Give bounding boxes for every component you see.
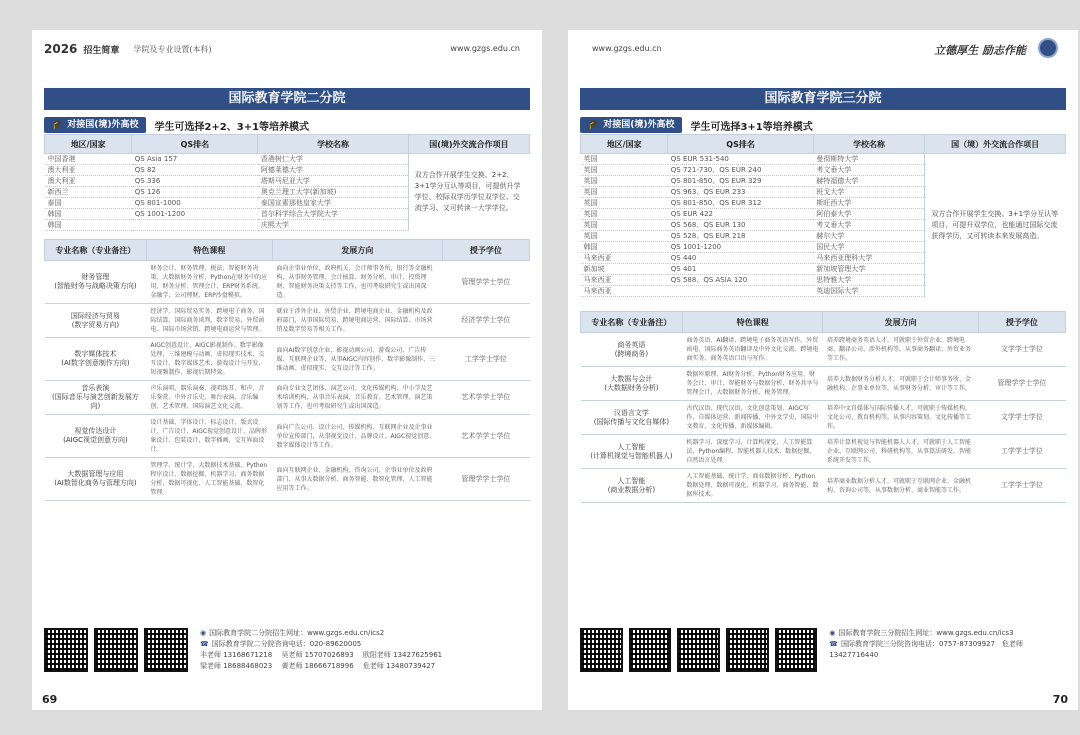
major-name: 国际经济与贸易 bbox=[70, 311, 120, 320]
direction-cell: 就业于涉外企业、外贸企业、跨境电商企业、金融机构及政府部门，从事国际贸易、跨境电商运营、国际结算、市场营销及数字贸易等相关工作。 bbox=[272, 304, 442, 338]
left-page bbox=[32, 30, 542, 710]
college-title: 国际教育学院二分院 bbox=[44, 88, 530, 110]
major-note: (跨境商务) bbox=[614, 349, 649, 358]
degree-cell: 艺术学学士学位 bbox=[442, 381, 529, 415]
region-cell: 英国 bbox=[581, 154, 668, 165]
school-cell: 思特雅大学 bbox=[813, 275, 925, 286]
year: 2026 bbox=[44, 42, 78, 56]
partner-table bbox=[44, 134, 530, 231]
course-cell: 商务英语、AI翻译、跨境电子商务英语写作、外贸函电、国际商务英语翻译及中外文化交流、跨境电商实务、商务英语口语与写作。 bbox=[682, 333, 823, 367]
page-number: 69 bbox=[42, 693, 58, 706]
major-row bbox=[581, 435, 1066, 469]
degree-cell: 工学学士学位 bbox=[442, 338, 529, 381]
school-cell: 班戈大学 bbox=[813, 187, 925, 198]
major-name-cell bbox=[581, 469, 683, 503]
region-cell: 韩国 bbox=[581, 242, 668, 253]
school-logo-icon bbox=[1038, 38, 1058, 58]
col-degree: 授予学位 bbox=[442, 240, 529, 261]
degree-cell: 管理学学士学位 bbox=[442, 458, 529, 501]
major-note: (商业数据分析) bbox=[607, 485, 656, 494]
major-name: 大数据与会计 bbox=[610, 374, 653, 383]
school-cell: 曼彻斯特大学 bbox=[813, 154, 925, 165]
major-name-cell bbox=[581, 435, 683, 469]
school-cell: 斯旺西大学 bbox=[813, 198, 925, 209]
course-cell: 古代汉语、现代汉语、文化创意策划、AIGC写作、自媒体运营、新闻传播、中外文学史、国际中文教育、文化传播、新媒体编辑。 bbox=[682, 401, 823, 435]
contact-web[interactable]: 国际教育学院二分院招生网址：www.gzgs.edu.cn/ics2 bbox=[209, 629, 385, 637]
project-note: 双方合作开展学生交换、3+1学分互认等项目，可提升双学位，也能通过国际交流获得学历，又可转读本来发展高造。 bbox=[925, 154, 1066, 297]
school-cell: 塔斯马尼亚大学 bbox=[258, 176, 408, 187]
direction-cell: 面向AI数字创意企业、影视动画公司、游戏公司、广告传媒、互联网企业等，从事AIGC内容创作、数字影像制作、三维动画、虚拟现实、交互设计等工作。 bbox=[272, 338, 442, 381]
major-name-cell bbox=[45, 458, 147, 501]
qs-rank-cell: QS 440 bbox=[668, 253, 814, 264]
qs-rank-cell: QS 588、QS ASIA 120 bbox=[668, 275, 814, 286]
partner-row bbox=[581, 154, 1066, 165]
region-cell: 泰国 bbox=[45, 198, 132, 209]
qs-rank-cell: QS 721-730、QS EUR 240 bbox=[668, 165, 814, 176]
project-note: 双方合作开展学生交换、2+2、3+1学分互认等项目，可提供升学学位、校际双学历学位双学位、交流学习、又可转读一大学学位。 bbox=[408, 154, 529, 231]
course-cell: 财务会计、财务管理、税法、智能财务决策、大数据财务分析、Python在财务中的应用、财务分析、管理会计、ERP财务系统、金融学、公司理财、ERP沙盘模拟。 bbox=[146, 261, 272, 304]
major-note: (AI数智化商务与管理方向) bbox=[54, 479, 137, 487]
course-cell: 数据库原理、AI财务分析、Python财务应用、财务会计、审计、智能财务与数据分析、财务共享与管理会计、大数据财务分析、税务管理。 bbox=[682, 367, 823, 401]
major-name: 人工智能 bbox=[617, 476, 646, 485]
col-region: 地区/国家 bbox=[45, 135, 132, 154]
school-cell: 英迪国际大学 bbox=[813, 286, 925, 297]
globe-icon: ◉ bbox=[200, 629, 207, 637]
school-cell: 赫尔大学 bbox=[813, 231, 925, 242]
qr-code[interactable] bbox=[94, 628, 138, 672]
region-cell: 马来西亚 bbox=[581, 286, 668, 297]
header-url[interactable]: www.gzgs.edu.cn bbox=[450, 44, 520, 53]
qs-rank-cell bbox=[132, 220, 258, 231]
direction-cell: 面向广告公司、设计公司、传媒机构、互联网企业及企事业单位宣传部门，从事视觉设计、品牌设计、AIGC视觉创意、数字媒体设计等工作。 bbox=[272, 415, 442, 458]
qr-code[interactable] bbox=[726, 628, 769, 672]
school-cell: 赫特福德大学 bbox=[813, 176, 925, 187]
region-cell: 英国 bbox=[581, 176, 668, 187]
major-name-cell bbox=[45, 261, 147, 304]
qs-rank-cell: QS 1001-1200 bbox=[668, 242, 814, 253]
major-note: (国际音乐与演艺创新发展方向) bbox=[52, 393, 139, 410]
qr-code[interactable] bbox=[629, 628, 672, 672]
region-cell: 英国 bbox=[581, 165, 668, 176]
region-cell: 澳大利亚 bbox=[45, 176, 132, 187]
major-note: (计算机视觉与智能机器人) bbox=[590, 451, 673, 460]
degree-cell: 管理学学士学位 bbox=[442, 261, 529, 304]
qr-code[interactable] bbox=[144, 628, 188, 672]
col-qs: QS排名 bbox=[132, 135, 258, 154]
school-slogan: 立德厚生 励志作能 bbox=[934, 44, 1026, 57]
contact-phone: 国际教育学院三分院咨询电话：0757-87309927 危老师 13427716440 bbox=[829, 640, 1023, 659]
region-cell: 澳大利亚 bbox=[45, 165, 132, 176]
qs-rank-cell: QS 801-1000 bbox=[132, 198, 258, 209]
direction-cell: 培养商业数据分析人才，可就职于互联网企业、金融机构、咨询公司等，从事数据分析、商业智能等工作。 bbox=[823, 469, 978, 503]
major-row bbox=[45, 261, 530, 304]
degree-cell: 工学学士学位 bbox=[978, 435, 1065, 469]
course-cell: 设计基础、字体设计、标志设计、版式设计、广告设计、AIGC视觉创意设计、品牌形象设计、包装设计、数字插画、交互界面设计。 bbox=[146, 415, 272, 458]
qs-rank-cell: QS 1001-1200 bbox=[132, 209, 258, 220]
major-name: 大数据管理与应用 bbox=[67, 470, 124, 478]
qr-code[interactable] bbox=[775, 628, 818, 672]
school-cell: 考文垂大学 bbox=[813, 165, 925, 176]
col-course: 特色课程 bbox=[146, 240, 272, 261]
school-cell: 阿德莱德大学 bbox=[258, 165, 408, 176]
major-row bbox=[45, 415, 530, 458]
qs-rank-cell: QS 801-850、QS EUR 329 bbox=[668, 176, 814, 187]
qs-rank-cell: QS 528、QS EUR 218 bbox=[668, 231, 814, 242]
qr-code[interactable] bbox=[677, 628, 720, 672]
partner-subhead bbox=[44, 116, 530, 134]
direction-cell: 培养跨境商务英语人才，可就职于外贸企业、跨境电商、翻译公司、涉外机构等，从事商务翻译、外贸业务等工作。 bbox=[823, 333, 978, 367]
major-name: 汉语言文学 bbox=[613, 408, 649, 417]
major-name-cell bbox=[45, 381, 147, 415]
major-row bbox=[581, 367, 1066, 401]
qs-rank-cell: QS Asia 157 bbox=[132, 154, 258, 165]
header-url[interactable]: www.gzgs.edu.cn bbox=[592, 44, 662, 53]
col-region: 地区/国家 bbox=[581, 135, 668, 154]
page-number: 70 bbox=[1052, 693, 1068, 706]
teacher-contact: 梁老师 18688468023 bbox=[200, 662, 273, 670]
region-cell: 英国 bbox=[581, 209, 668, 220]
col-degree: 授予学位 bbox=[978, 312, 1065, 333]
school-cell: 泰国宣素那他皇家大学 bbox=[258, 198, 408, 209]
major-name-cell bbox=[581, 367, 683, 401]
region-cell: 马来西亚 bbox=[581, 253, 668, 264]
degree-cell: 工学学士学位 bbox=[978, 469, 1065, 503]
phone-icon: ☎ bbox=[829, 640, 839, 648]
degree-cell: 文学学士学位 bbox=[978, 401, 1065, 435]
graduation-cap-icon: 🎓 bbox=[52, 120, 64, 130]
col-course: 特色课程 bbox=[682, 312, 823, 333]
region-cell: 英国 bbox=[581, 187, 668, 198]
direction-cell: 面向互联网企业、金融机构、咨询公司、企事业单位及政府部门，从事大数据分析、商务智能、数智化管理、人工智能应用等工作。 bbox=[272, 458, 442, 501]
course-cell: 机器学习、深度学习、计算机视觉、人工智能算法、Python编程、智能机器人技术、数据挖掘、自然语言处理。 bbox=[682, 435, 823, 469]
qs-rank-cell: QS EUR 422 bbox=[668, 209, 814, 220]
major-row bbox=[45, 304, 530, 338]
school-cell: 考文垂大学 bbox=[813, 220, 925, 231]
major-name: 数字媒体技术 bbox=[74, 350, 117, 358]
training-mode: 学生可选择3+1等培养模式 bbox=[690, 121, 813, 133]
partner-row bbox=[45, 154, 530, 165]
contact-info bbox=[200, 628, 442, 672]
major-note: (国际传播与文化自媒体) bbox=[593, 417, 670, 426]
partner-table bbox=[580, 134, 1066, 297]
major-name-cell bbox=[45, 304, 147, 338]
partner-pill bbox=[580, 117, 682, 133]
course-cell: 经济学、国际贸易实务、跨境电子商务、国际结算、国际商务谈判、数字贸易、外贸函电、国际市场营销、跨境电商运营与管理。 bbox=[146, 304, 272, 338]
teacher-contact: 黄老师 18666718996 bbox=[281, 662, 354, 670]
qs-rank-cell: QS 82 bbox=[132, 165, 258, 176]
teacher-contact: 欧阳老师 13427625961 bbox=[362, 651, 443, 659]
major-row bbox=[581, 469, 1066, 503]
school-cell: 新加坡管理大学 bbox=[813, 264, 925, 275]
col-direction: 发展方向 bbox=[823, 312, 978, 333]
major-table bbox=[580, 311, 1066, 503]
major-note: (AIGC视觉创意方向) bbox=[63, 436, 128, 444]
degree-cell: 艺术学学士学位 bbox=[442, 415, 529, 458]
major-name-cell bbox=[45, 415, 147, 458]
col-qs: QS排名 bbox=[668, 135, 814, 154]
major-note: (智能财务与战略决策方向) bbox=[54, 282, 137, 290]
qs-rank-cell: QS 963、QS EUR 233 bbox=[668, 187, 814, 198]
course-cell: 人工智能基础、统计学、商业数据分析、Python数据处理、数据可视化、机器学习、商务智能、数据库技术。 bbox=[682, 469, 823, 503]
region-cell: 英国 bbox=[581, 231, 668, 242]
graduation-cap-icon: 🎓 bbox=[588, 120, 600, 130]
right-header bbox=[580, 38, 1066, 60]
col-school: 学校名称 bbox=[258, 135, 408, 154]
direction-cell: 面向专业文艺团体、演艺公司、文化传媒机构、中小学及艺术培训机构，从事音乐表演、音乐教育、艺术管理、演艺策划等工作，也可考取研究生或出国深造。 bbox=[272, 381, 442, 415]
col-major: 专业名称（专业备注） bbox=[581, 312, 683, 333]
major-name-cell bbox=[45, 338, 147, 381]
region-cell: 英国 bbox=[581, 220, 668, 231]
school-cell: 奥克兰理工大学(新加坡) bbox=[258, 187, 408, 198]
college-title: 国际教育学院三分院 bbox=[580, 88, 1066, 110]
major-row bbox=[45, 381, 530, 415]
region-cell: 马来西亚 bbox=[581, 275, 668, 286]
qs-rank-cell: QS 801-850、QS EUR 312 bbox=[668, 198, 814, 209]
region-cell: 新西兰 bbox=[45, 187, 132, 198]
course-cell: 管理学、统计学、大数据技术基础、Python程序设计、数据挖掘、机器学习、商务数据分析、数据可视化、人工智能基础、数智化管理。 bbox=[146, 458, 272, 501]
qs-rank-cell: QS 401 bbox=[668, 264, 814, 275]
direction-cell: 培养大数据财务分析人才，可就职于会计师事务所、金融机构、企事业单位等，从事财务分析、审计等工作。 bbox=[823, 367, 978, 401]
left-header bbox=[44, 38, 530, 60]
qs-rank-cell: QS 336 bbox=[132, 176, 258, 187]
teacher-contact: 丰老师 13168671218 bbox=[200, 651, 273, 659]
direction-cell: 培养中文自媒体与国际传播人才，可就职于传媒机构、文化公司、教育机构等，从事内容策划、文化传播等工作。 bbox=[823, 401, 978, 435]
qs-rank-cell: QS 126 bbox=[132, 187, 258, 198]
globe-icon: ◉ bbox=[829, 629, 836, 637]
degree-cell: 经济学学士学位 bbox=[442, 304, 529, 338]
partner-subhead bbox=[580, 116, 1066, 134]
major-table bbox=[44, 239, 530, 501]
col-project: 国（境）外交流合作项目 bbox=[925, 135, 1066, 154]
degree-cell: 管理学学士学位 bbox=[978, 367, 1065, 401]
school-cell: 香港树仁大学 bbox=[258, 154, 408, 165]
brochure-title: 招生简章 bbox=[83, 45, 120, 56]
course-cell: 声乐演唱、器乐演奏、视唱练耳、和声、音乐鉴赏、中外音乐史、舞台表演、音乐编创、艺术管理、国际演艺文化交流。 bbox=[146, 381, 272, 415]
major-row bbox=[581, 401, 1066, 435]
region-cell: 韩国 bbox=[45, 209, 132, 220]
major-name: 视觉传达设计 bbox=[74, 427, 117, 435]
major-row bbox=[581, 333, 1066, 367]
left-footer bbox=[44, 628, 530, 690]
major-note: (大数据财务分析) bbox=[604, 383, 659, 392]
contact-info bbox=[829, 628, 1066, 661]
school-cell: 庆熙大学 bbox=[258, 220, 408, 231]
school-cell: 阿伯泰大学 bbox=[813, 209, 925, 220]
course-cell: AIGC创意设计、AIGC影视制作、数字影像处理、三维建模与动画、虚拟现实技术、交互设计、数字媒体艺术、游戏设计与开发、短视频制作、影视后期特效。 bbox=[146, 338, 272, 381]
direction-cell: 面向企事业单位、政府机关、会计师事务所、银行等金融机构，从事财务管理、会计核算、财务分析、审计、投资理财、智能财务决策支持等工作，也可考取研究生或出国深造。 bbox=[272, 261, 442, 304]
col-project: 国(境)外交流合作项目 bbox=[408, 135, 529, 154]
qs-rank-cell: QS 568、QS EUR 130 bbox=[668, 220, 814, 231]
region-cell: 韩国 bbox=[45, 220, 132, 231]
partner-pill bbox=[44, 117, 146, 133]
partner-label: 对接国(境)外高校 bbox=[603, 120, 675, 130]
teacher-contact: 吴老师 15707026893 bbox=[281, 651, 354, 659]
right-footer bbox=[580, 628, 1066, 690]
major-note: (数字贸易方向) bbox=[71, 320, 120, 329]
major-name: 人工智能 bbox=[617, 442, 646, 451]
major-row bbox=[45, 458, 530, 501]
major-name: 音乐表演 bbox=[81, 384, 110, 392]
major-name-cell bbox=[581, 401, 683, 435]
school-cell: 国民大学 bbox=[813, 242, 925, 253]
partner-label: 对接国(境)外高校 bbox=[67, 120, 139, 130]
major-name: 商务英语 bbox=[617, 340, 646, 349]
contact-web[interactable]: 国际教育学院三分院招生网址：www.gzgs.edu.cn/ics3 bbox=[838, 629, 1014, 637]
teacher-contact: 危老师 13480739427 bbox=[362, 662, 436, 670]
region-cell: 英国 bbox=[581, 198, 668, 209]
major-row bbox=[45, 338, 530, 381]
region-cell: 新加坡 bbox=[581, 264, 668, 275]
direction-cell: 培养计算机视觉与智能机器人人才，可就职于人工智能企业、互联网公司、科研机构等，从事算法研发、智能系统开发等工作。 bbox=[823, 435, 978, 469]
major-note: (AI数字创意制作方向) bbox=[61, 359, 130, 367]
school-cell: 首尔科学综合大学院大学 bbox=[258, 209, 408, 220]
school-cell: 马来西亚理科大学 bbox=[813, 253, 925, 264]
qs-rank-cell bbox=[668, 286, 814, 297]
qr-code[interactable] bbox=[44, 628, 88, 672]
col-direction: 发展方向 bbox=[272, 240, 442, 261]
region-cell: 中国香港 bbox=[45, 154, 132, 165]
section-title: 学院及专业设置(本科) bbox=[133, 44, 212, 54]
training-mode: 学生可选择2+2、3+1等培养模式 bbox=[154, 121, 310, 133]
qs-rank-cell: QS EUR 531-540 bbox=[668, 154, 814, 165]
qr-code[interactable] bbox=[580, 628, 623, 672]
contact-phone: 国际教育学院二分院咨询电话：020-89620005 bbox=[211, 640, 362, 648]
col-school: 学校名称 bbox=[813, 135, 925, 154]
col-major: 专业名称（专业备注） bbox=[45, 240, 147, 261]
phone-icon: ☎ bbox=[200, 640, 209, 648]
major-name-cell bbox=[581, 333, 683, 367]
degree-cell: 文学学士学位 bbox=[978, 333, 1065, 367]
right-page bbox=[568, 30, 1078, 710]
major-name: 财务管理 bbox=[81, 273, 110, 281]
